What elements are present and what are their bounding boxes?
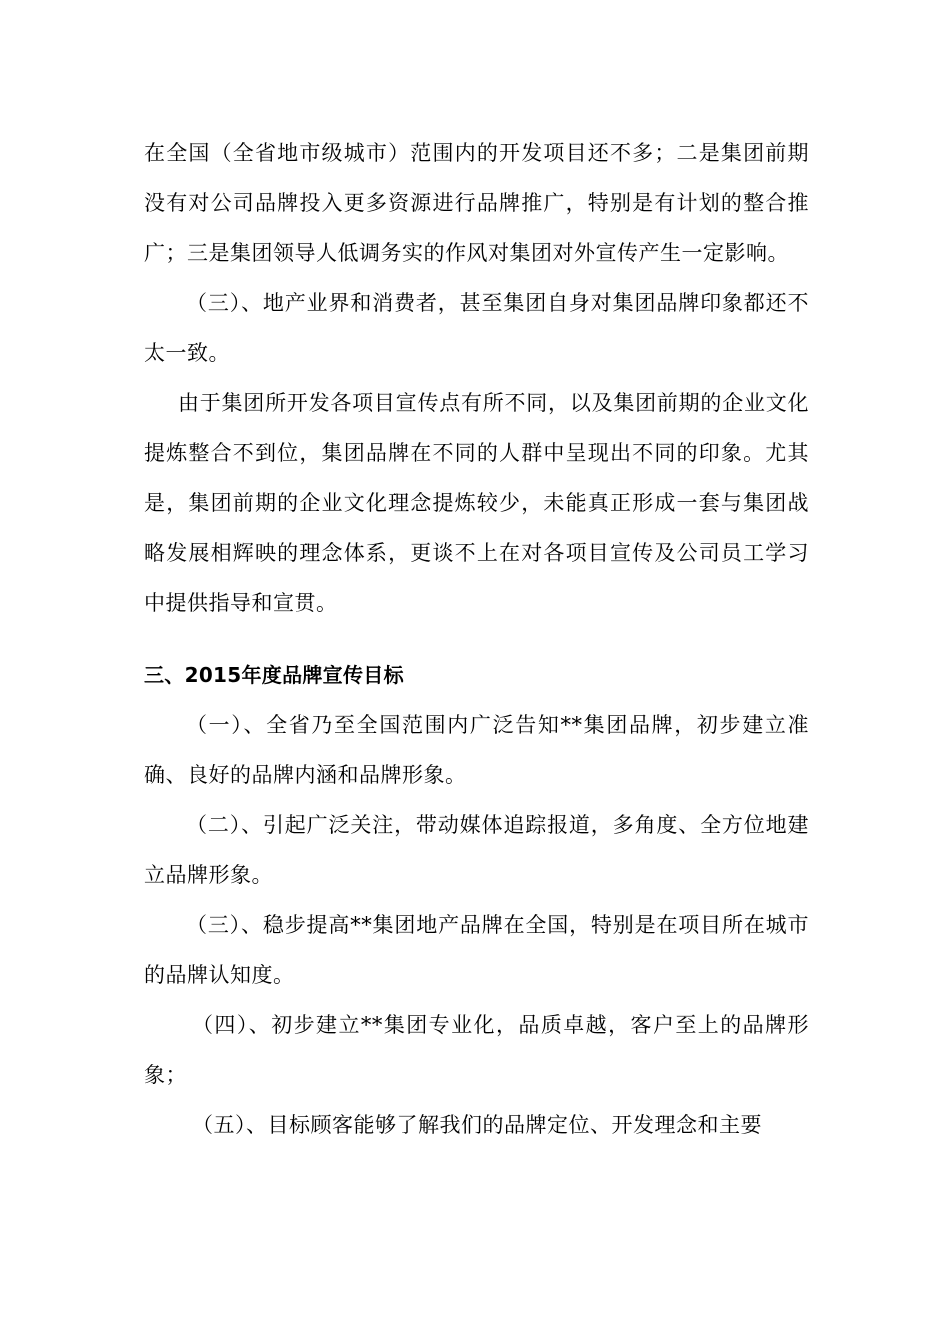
- document-body: [144, 128, 809, 1150]
- goal-item-3: （三）、稳步提高**集团地产品牌在全国，特别是在项目所在城市的品牌认知度。: [144, 913, 809, 987]
- goal-item-4: （四）、初步建立**集团专业化，品质卓越，客户至上的品牌形象；: [144, 1013, 809, 1087]
- paragraph-point-three: （三）、地产业界和消费者，甚至集团自身对集团品牌印象都还不太一致。: [144, 291, 809, 365]
- goal-item-1: （一）、全省乃至全国范围内广泛告知**集团品牌，初步建立准确、良好的品牌内涵和品牌形象。: [144, 713, 809, 787]
- paragraph-explanation: 由于集团所开发各项目宣传点有所不同，以及集团前期的企业文化提炼整合不到位，集团品牌在不同的人群中呈现出不同的印象。尤其是，集团前期的企业文化理念提炼较少，未能真正形成一套与集团战略发展相辉映的理念体系，更谈不上在对各项目宣传及公司员工学习中提供指导和宣贯。: [144, 391, 809, 615]
- paragraph-continued: 在全国（全省地市级城市）范围内的开发项目还不多；二是集团前期没有对公司品牌投入更多资源进行品牌推广，特别是有计划的整合推广；三是集团领导人低调务实的作风对集团对外宣传产生一定影响。: [144, 141, 809, 265]
- section-gap: [144, 628, 809, 650]
- goal-item-2: （二）、引起广泛关注，带动媒体追踪报道，多角度、全方位地建立品牌形象。: [144, 813, 809, 887]
- section-heading: 三、2015年度品牌宣传目标: [144, 663, 404, 687]
- goal-item-5: （五）、目标顾客能够了解我们的品牌定位、开发理念和主要: [192, 1113, 762, 1137]
